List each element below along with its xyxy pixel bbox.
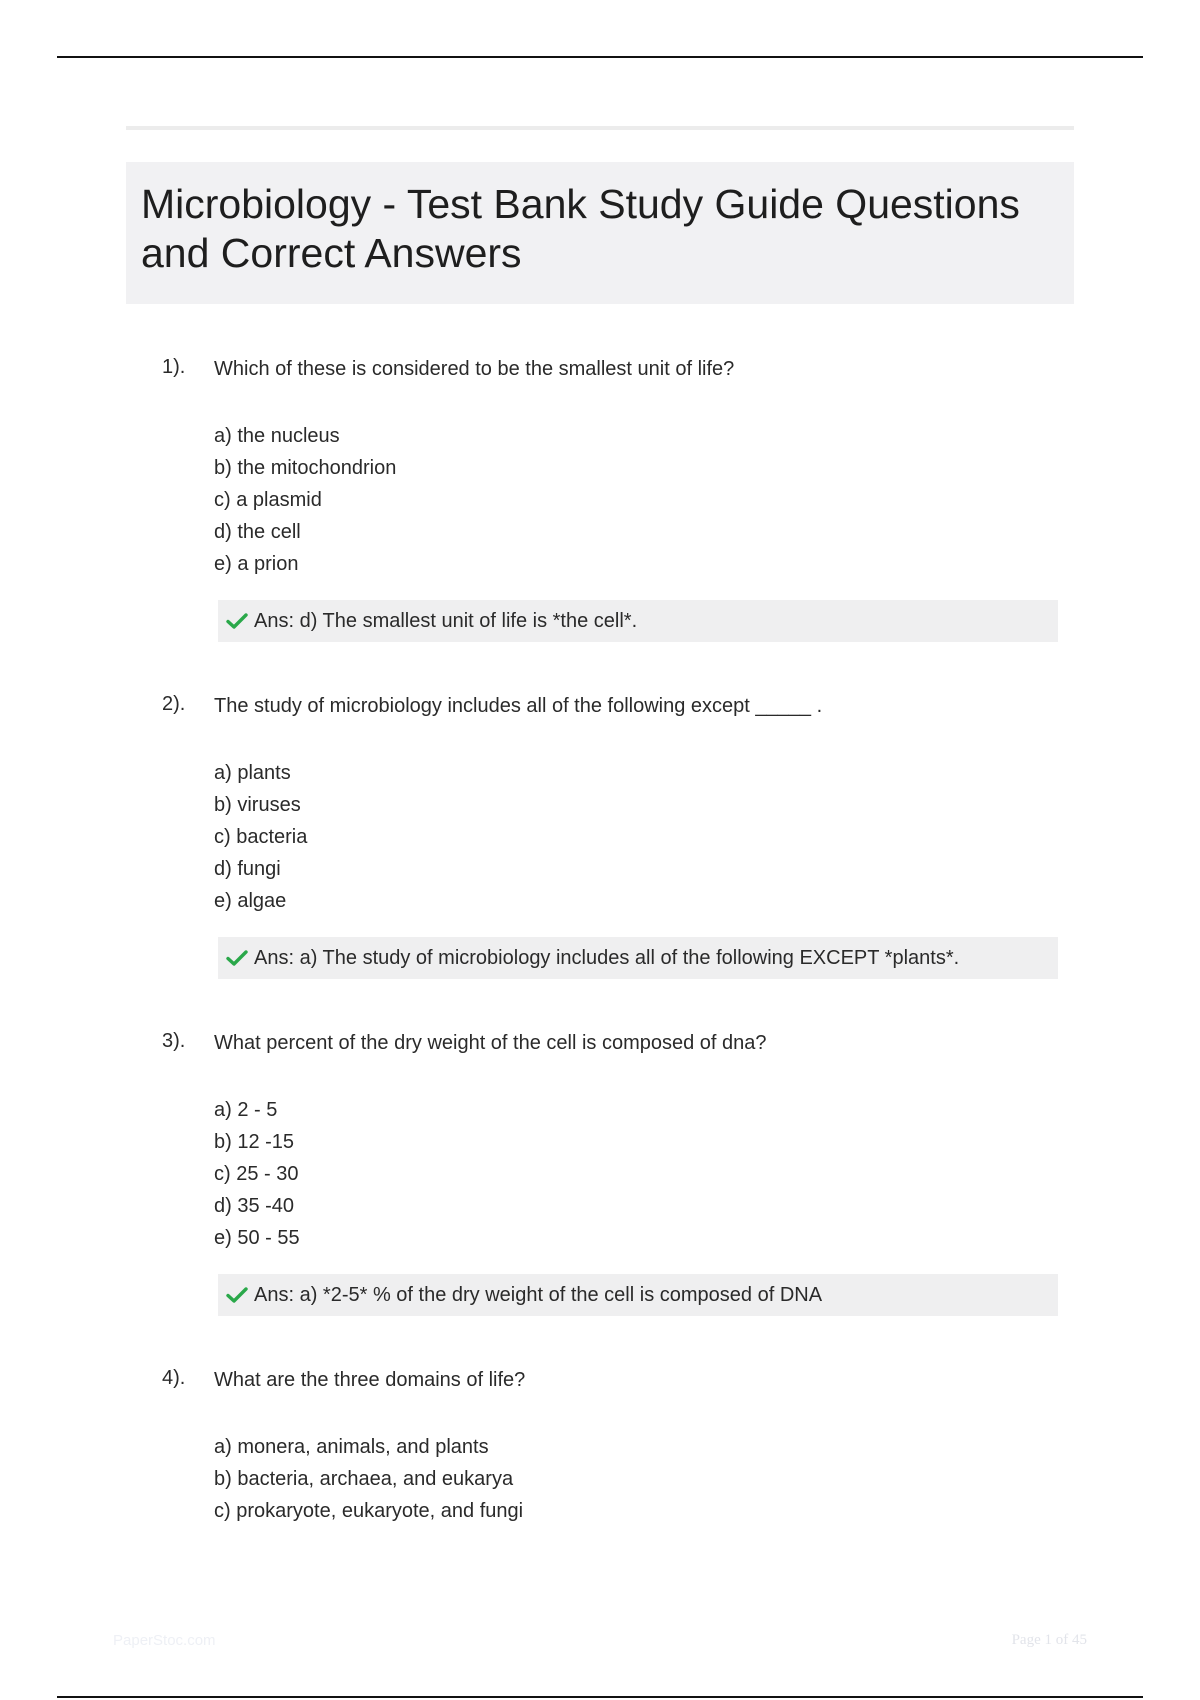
question-number: 3). <box>162 1030 186 1052</box>
answer-text: Ans: a) *2-5* % of the dry weight of the cell is composed of DNA <box>254 1283 823 1306</box>
question-list <box>0 352 1200 1700</box>
option-list <box>214 757 307 917</box>
option-a: a) the nucleus <box>214 425 340 447</box>
question-1 <box>0 352 1200 689</box>
question-text: The study of microbiology includes all of the following except _____ . <box>214 695 823 717</box>
option-c: c) 25 - 30 <box>214 1163 299 1185</box>
option-b: b) bacteria, archaea, and eukarya <box>214 1468 514 1490</box>
title-banner <box>126 162 1074 304</box>
page-title: Microbiology - Test Bank Study Guide Questions and Correct Answers <box>141 181 1020 276</box>
option-list <box>214 420 396 580</box>
option-d: d) the cell <box>214 521 301 543</box>
question-number: 4). <box>162 1367 186 1389</box>
option-d: d) fungi <box>214 858 281 880</box>
question-text: Which of these is considered to be the smallest unit of life? <box>214 358 735 380</box>
check-icon <box>226 950 248 966</box>
question-4 <box>0 1363 1200 1700</box>
question-2 <box>0 689 1200 1026</box>
option-c: c) a plasmid <box>214 489 322 511</box>
option-e: e) algae <box>214 890 287 912</box>
footer-watermark: PaperStoc.com <box>113 1632 216 1649</box>
answer-text: Ans: d) The smallest unit of life is *the cell*. <box>254 609 638 632</box>
option-c: c) bacteria <box>214 826 308 848</box>
option-a: a) monera, animals, and plants <box>214 1436 489 1458</box>
option-a: a) 2 - 5 <box>214 1099 278 1121</box>
option-b: b) 12 -15 <box>214 1131 295 1153</box>
question-number: 1). <box>162 356 186 378</box>
option-e: e) a prion <box>214 553 299 575</box>
option-b: b) the mitochondrion <box>214 457 397 479</box>
check-icon <box>226 613 248 629</box>
answer-box <box>218 1274 1058 1316</box>
option-list <box>214 1431 523 1527</box>
question-3 <box>0 1026 1200 1363</box>
option-list <box>214 1094 300 1254</box>
option-a: a) plants <box>214 762 291 784</box>
option-c: c) prokaryote, eukaryote, and fungi <box>214 1500 524 1522</box>
header-divider <box>126 126 1074 130</box>
option-b: b) viruses <box>214 794 301 816</box>
question-text: What percent of the dry weight of the cell is composed of dna? <box>214 1032 767 1054</box>
question-text: What are the three domains of life? <box>214 1369 526 1391</box>
answer-box <box>218 600 1058 642</box>
top-rule <box>57 56 1143 58</box>
answer-box <box>218 937 1058 979</box>
answer-text: Ans: a) The study of microbiology includes all of the following EXCEPT *plants*. <box>254 946 960 969</box>
bottom-rule <box>57 1696 1143 1698</box>
question-number: 2). <box>162 693 186 715</box>
option-e: e) 50 - 55 <box>214 1227 300 1249</box>
page-number: Page 1 of 45 <box>1011 1632 1087 1648</box>
check-icon <box>226 1287 248 1303</box>
option-d: d) 35 -40 <box>214 1195 295 1217</box>
